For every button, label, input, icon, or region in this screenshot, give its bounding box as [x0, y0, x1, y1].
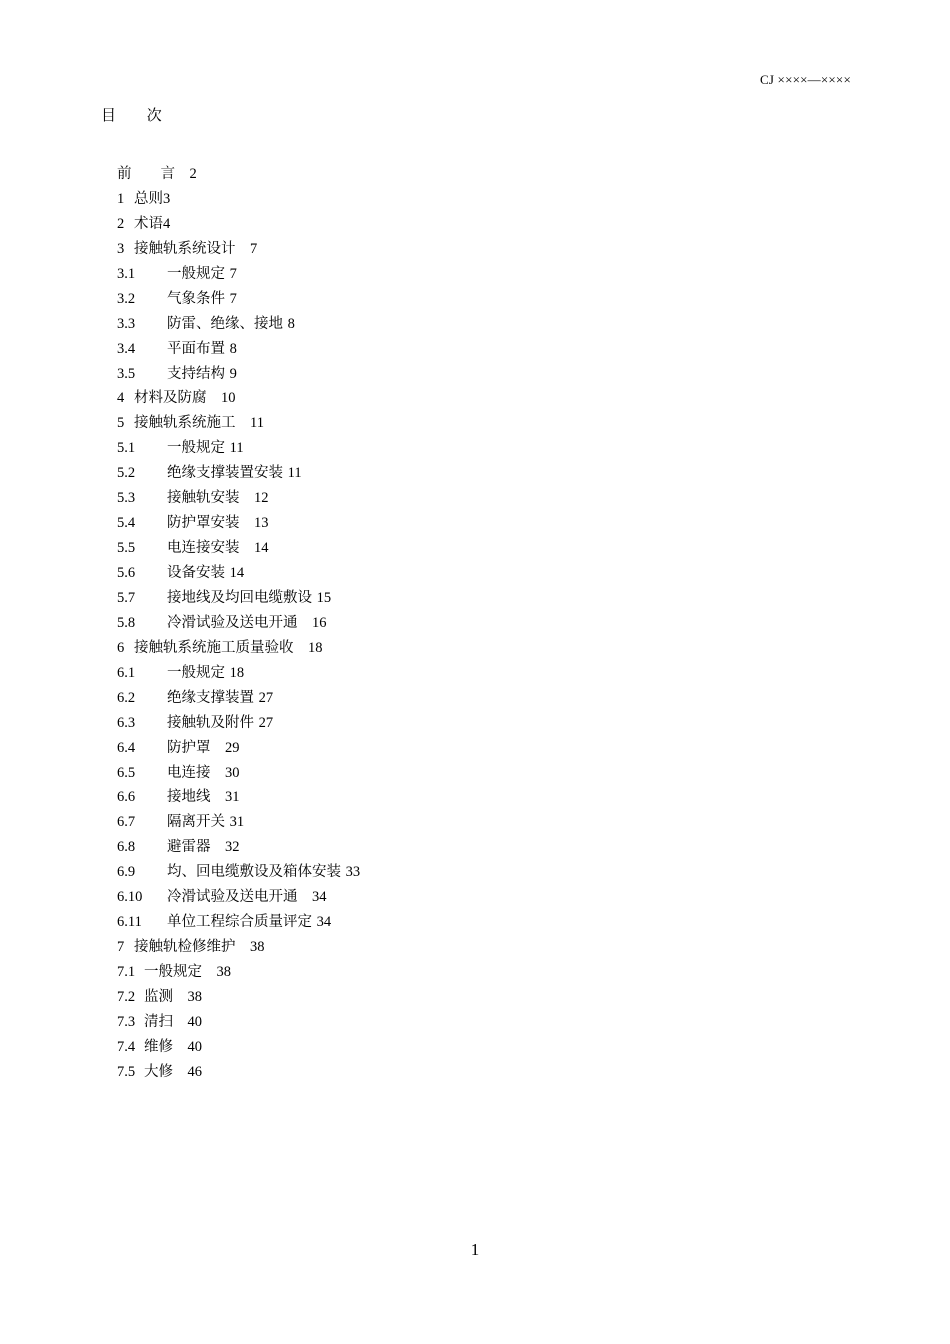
toc-entry[interactable] [117, 1060, 360, 1085]
toc-entry-page: 34 [316, 914, 332, 931]
toc-entry[interactable] [117, 237, 360, 262]
toc-entry-title: 接触轨系统施工 [134, 415, 250, 432]
toc-entry[interactable] [117, 461, 360, 486]
toc-entry-title: 一般规定 [167, 440, 230, 457]
toc-entry-title: 气象条件 [167, 290, 230, 307]
toc-entry-number: 6.5 [117, 764, 136, 781]
toc-entry-page: 4 [163, 215, 171, 232]
toc-entry-number: 7 [117, 939, 125, 956]
toc-entry-title: 材料及防腐 [134, 390, 221, 407]
toc-entry-page: 38 [187, 988, 202, 1005]
toc-entry-page: 9 [229, 365, 237, 382]
toc-entry-title: 一般规定 [167, 265, 230, 282]
toc-entry[interactable] [117, 561, 360, 586]
toc-entry[interactable] [117, 1035, 360, 1060]
toc-entry-number: 6.7 [117, 814, 136, 831]
toc-entry-page: 13 [254, 515, 269, 532]
toc-entry-page: 38 [216, 964, 231, 980]
toc-entry[interactable] [117, 860, 360, 885]
toc-title: 目 次 [101, 106, 175, 124]
toc-entry-page: 16 [312, 614, 327, 631]
toc-entry-number: 5.8 [117, 614, 136, 631]
toc-entry-number: 3 [117, 240, 125, 257]
toc-entry-page: 2 [189, 166, 197, 182]
toc-entry-number: 4 [117, 390, 125, 407]
toc-entry[interactable] [117, 262, 360, 287]
toc-entry[interactable] [117, 686, 360, 711]
toc-entry[interactable] [117, 436, 360, 461]
toc-entry-number: 3.3 [117, 315, 136, 332]
toc-entry-title: 平面布置 [167, 340, 230, 357]
toc-entry-number: 6.4 [117, 739, 136, 756]
toc-entry-number: 2 [117, 215, 125, 232]
toc-entry-number: 5.6 [117, 565, 136, 581]
toc-entry-page: 38 [250, 939, 265, 956]
toc-entry[interactable] [117, 835, 360, 860]
toc-entry-page: 46 [187, 1063, 202, 1080]
toc-entry-title: 维修 [144, 1038, 188, 1055]
toc-entry[interactable] [117, 1010, 360, 1035]
toc-entry[interactable] [117, 810, 360, 835]
toc-entry-title: 术语 [134, 215, 163, 232]
toc-entry-page: 11 [250, 415, 264, 432]
toc-entry[interactable] [117, 711, 360, 736]
toc-entry[interactable] [117, 212, 360, 237]
toc-entry-number: 6.10 [117, 889, 143, 906]
toc-entry-title: 冷滑试验及送电开通 [167, 614, 312, 631]
toc-entry-page: 7 [250, 240, 258, 257]
toc-entry[interactable] [117, 386, 360, 411]
toc-entry-page: 12 [254, 490, 269, 507]
toc-entry-number: 6.9 [117, 864, 136, 881]
toc-entry-page: 27 [258, 714, 274, 731]
toc-entry[interactable] [117, 536, 360, 561]
toc-entry[interactable] [117, 162, 360, 187]
toc-entry[interactable] [117, 885, 360, 910]
toc-entry-number: 3.2 [117, 290, 136, 307]
toc-entry[interactable] [117, 935, 360, 960]
toc-entry-page: 18 [308, 639, 323, 656]
toc-entry-page: 32 [225, 839, 240, 856]
toc-entry-title: 支持结构 [167, 365, 230, 382]
toc-entry-page: 34 [312, 889, 327, 906]
toc-entry-title: 前 言 [117, 166, 190, 182]
toc-entry-number: 1 [117, 190, 125, 207]
toc-entry-title: 电连接 [167, 764, 225, 781]
toc-entry-page: 11 [229, 440, 244, 457]
toc-entry[interactable] [117, 761, 360, 786]
toc-entry-page: 11 [287, 465, 302, 482]
toc-entry[interactable] [117, 511, 360, 536]
toc-entry-title: 均、回电缆敷设及箱体安装 [167, 864, 346, 881]
toc-entry-page: 15 [316, 589, 332, 606]
toc-entry-title: 接触轨系统设计 [134, 240, 250, 257]
toc-entry-page: 29 [225, 739, 240, 756]
toc-entry-title: 接触轨检修维护 [134, 939, 250, 956]
toc-entry-title: 单位工程综合质量评定 [167, 914, 317, 931]
toc-entry-page: 31 [225, 789, 240, 806]
toc-entry-title: 接触轨系统施工质量验收 [134, 639, 308, 656]
toc-entry-page: 18 [229, 664, 245, 681]
toc-entry[interactable] [117, 287, 360, 312]
toc-entry-number: 6.3 [117, 714, 136, 731]
toc-entry-title: 防雷、绝缘、接地 [167, 315, 288, 332]
toc-entry-page: 8 [229, 340, 237, 357]
toc-entry-number: 5 [117, 415, 125, 432]
toc-entry[interactable] [117, 362, 360, 387]
toc-entry-title: 接触轨及附件 [167, 714, 259, 731]
toc-entry-number: 7.1 [117, 964, 136, 980]
toc-entry-title: 冷滑试验及送电开通 [167, 889, 312, 906]
toc-entry-number: 5.2 [117, 465, 136, 482]
toc-entry-page: 10 [221, 390, 236, 407]
toc-entry-number: 3.5 [117, 365, 136, 382]
toc-entry-number: 6.2 [117, 689, 136, 706]
toc-entry-title: 大修 [144, 1063, 188, 1080]
toc-entry-number: 5.4 [117, 515, 136, 532]
toc-entry-title: 隔离开关 [167, 814, 230, 831]
toc-entry-title: 接地线 [167, 789, 225, 806]
toc-entry-number: 6.1 [117, 664, 136, 681]
toc-entry[interactable] [117, 586, 360, 611]
toc-entry-title: 监测 [144, 988, 188, 1005]
toc-entry[interactable] [117, 785, 360, 810]
toc-entry-number: 7.2 [117, 988, 136, 1005]
toc-entry[interactable] [117, 661, 360, 686]
toc-entry-number: 6.6 [117, 789, 136, 806]
toc-entry-number: 7.5 [117, 1063, 136, 1080]
toc-entry-number: 7.3 [117, 1013, 136, 1030]
toc-entry[interactable] [117, 337, 360, 362]
toc-entry[interactable] [117, 985, 360, 1010]
toc-entry-number: 7.4 [117, 1038, 136, 1055]
toc-entry-page: 3 [163, 190, 171, 207]
toc-entry[interactable] [117, 910, 360, 935]
toc-entry-title: 一般规定 [167, 664, 230, 681]
toc-entry-page: 27 [258, 689, 274, 706]
toc-entry-number: 6.11 [117, 914, 142, 931]
document-code: CJ ××××—×××× [759, 72, 851, 87]
toc-entry[interactable] [117, 611, 360, 636]
toc-entry-page: 30 [225, 764, 240, 781]
toc-entry[interactable] [117, 736, 360, 761]
toc-entry-title: 避雷器 [167, 839, 225, 856]
toc-entry-number: 5.5 [117, 540, 136, 557]
toc-entry-title: 总则 [134, 190, 163, 207]
toc-entry-number: 5.7 [117, 589, 136, 606]
toc-entry-title: 接触轨安装 [167, 490, 254, 507]
toc-entry[interactable] [117, 960, 360, 985]
page-number: 1 [470, 1240, 480, 1259]
toc-entry[interactable] [117, 486, 360, 511]
toc-entry-title: 一般规定 [144, 964, 217, 980]
toc-entry-title: 设备安装 [167, 565, 230, 581]
toc-entry-title: 接地线及均回电缆敷设 [167, 589, 317, 606]
toc-entry-number: 6 [117, 639, 125, 656]
toc-entry[interactable] [117, 312, 360, 337]
toc-entry-number: 5.1 [117, 440, 136, 457]
toc-entry-number: 3.4 [117, 340, 136, 357]
toc-entry-page: 14 [254, 540, 269, 557]
toc-entry-title: 防护罩安装 [167, 515, 254, 532]
toc-entry-number: 3.1 [117, 265, 136, 282]
toc-entry-page: 31 [229, 814, 245, 831]
toc-entry-page: 8 [287, 315, 295, 332]
toc-entry[interactable] [117, 636, 360, 661]
table-of-contents [117, 162, 360, 1085]
toc-entry-number: 6.8 [117, 839, 136, 856]
toc-entry-title: 绝缘支撑装置安装 [167, 465, 288, 482]
toc-entry-page: 7 [229, 265, 237, 282]
toc-entry-title: 电连接安装 [167, 540, 254, 557]
toc-entry-page: 40 [187, 1038, 202, 1055]
toc-entry-page: 40 [187, 1013, 202, 1030]
toc-entry-page: 33 [345, 864, 361, 881]
toc-entry[interactable] [117, 187, 360, 212]
toc-entry-page: 14 [229, 565, 245, 581]
toc-entry-title: 防护罩 [167, 739, 225, 756]
toc-entry-number: 5.3 [117, 490, 136, 507]
toc-entry[interactable] [117, 411, 360, 436]
toc-entry-page: 7 [229, 290, 237, 307]
toc-entry-title: 清扫 [144, 1013, 188, 1030]
toc-entry-title: 绝缘支撑装置 [167, 689, 259, 706]
